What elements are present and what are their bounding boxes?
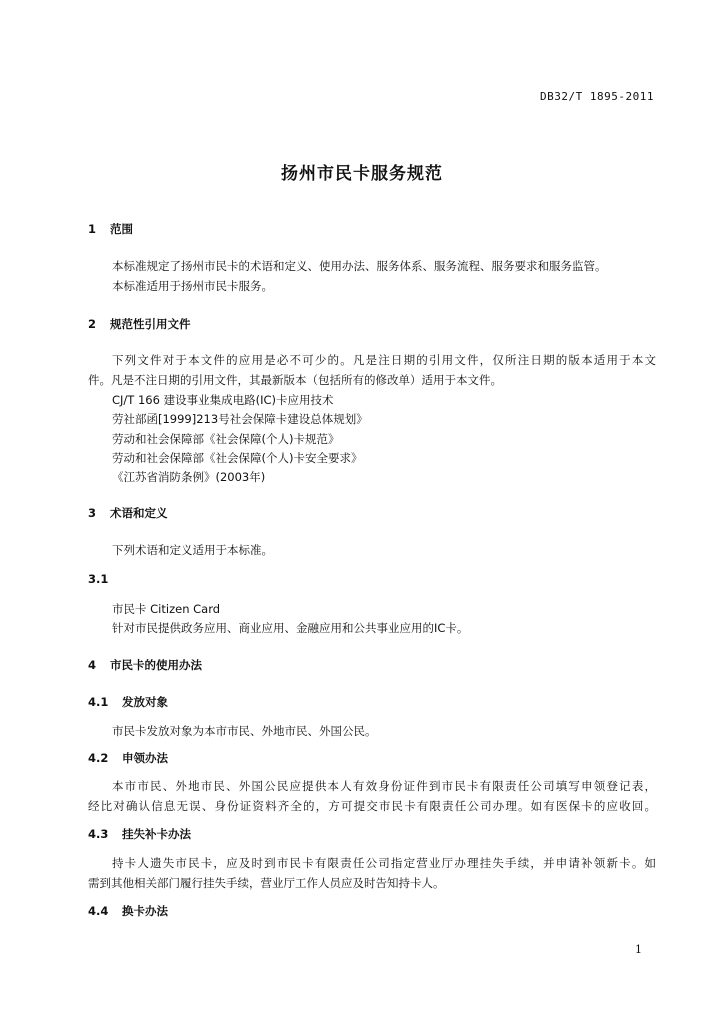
section-2-paragraph-line-1: 下列文件对于本文件的应用是必不可少的。凡是注日期的引用文件，仅所注日期的版本适用于本文: [112, 353, 656, 367]
section-3-paragraph-1: 下列术语和定义适用于本标准。: [112, 543, 273, 557]
section-title: 换卡办法: [122, 904, 168, 918]
subsection-4-3-paragraph-line-1: 持卡人遗失市民卡，应及时到市民卡有限责任公司指定营业厅办理挂失手续，并申请补领新卡。如: [112, 856, 656, 870]
section-title: 挂失补卡办法: [122, 827, 191, 841]
section-title: 术语和定义: [110, 506, 168, 520]
subsection-4-3-heading: [88, 826, 191, 842]
section-number: 3: [88, 506, 97, 520]
subsection-4-3-paragraph-line-2: 需到其他相关部门履行挂失手续，营业厅工作人员应及时告知持卡人。: [88, 876, 445, 890]
section-1-paragraph-2: 本标准适用于扬州市民卡服务。: [112, 279, 273, 293]
subsection-3-1-number: 3.1: [88, 572, 109, 586]
subsection-4-4-heading: [88, 903, 168, 919]
section-number: 4.1: [88, 695, 109, 709]
section-title: 范围: [110, 222, 133, 236]
term-definition: 针对市民提供政务应用、商业应用、金融应用和公共事业应用的IC卡。: [112, 621, 469, 635]
section-number: 2: [88, 317, 97, 331]
section-title: 发放对象: [122, 695, 168, 709]
section-2-heading: [88, 316, 191, 332]
section-number: 4.2: [88, 751, 109, 765]
section-title: 市民卡的使用办法: [110, 658, 202, 672]
section-number: 4.4: [88, 904, 109, 918]
section-2-paragraph-line-2: 件。凡是不注日期的引用文件，其最新版本（包括所有的修改单）适用于本文件。: [88, 373, 502, 387]
section-number: 4.3: [88, 827, 109, 841]
section-3-heading: [88, 505, 168, 521]
reference-item: 劳社部函[1999]213号社会保障卡建设总体规划》: [112, 412, 368, 426]
document-title: 扬州市民卡服务规范: [281, 164, 443, 184]
subsection-4-1-paragraph: 市民卡发放对象为本市市民、外地市民、外国公民。: [112, 724, 377, 738]
page-number: 1: [635, 943, 642, 956]
section-1-paragraph-1: 本标准规定了扬州市民卡的术语和定义、使用办法、服务体系、服务流程、服务要求和服务监管。: [112, 259, 607, 273]
reference-item: 劳动和社会保障部《社会保障(个人)卡安全要求》: [112, 451, 363, 465]
section-number: 1: [88, 222, 97, 236]
section-title: 申领办法: [122, 751, 168, 765]
reference-item: 《江苏省消防条例》(2003年): [112, 470, 266, 484]
subsection-4-1-heading: [88, 694, 168, 710]
subsection-4-2-paragraph-line-1: 本市市民、外地市民、外国公民应提供本人有效身份证件到市民卡有限责任公司填写申领登记表，: [112, 779, 656, 793]
subsection-4-2-heading: [88, 750, 168, 766]
section-1-heading: [88, 221, 133, 237]
section-4-heading: [88, 657, 202, 673]
reference-item: 劳动和社会保障部《社会保障(个人)卡规范》: [112, 432, 340, 446]
section-title: 规范性引用文件: [110, 317, 191, 331]
standard-code: DB32/T 1895-2011: [540, 90, 654, 103]
term-entry: 市民卡 Citizen Card: [112, 602, 221, 616]
subsection-4-2-paragraph-line-2: 经比对确认信息无误、身份证资料齐全的，方可提交市民卡有限责任公司办理。如有医保卡的应收回。: [88, 799, 656, 813]
section-number: 4: [88, 658, 97, 672]
reference-item: CJ/T 166 建设事业集成电路(IC)卡应用技术: [112, 393, 334, 407]
